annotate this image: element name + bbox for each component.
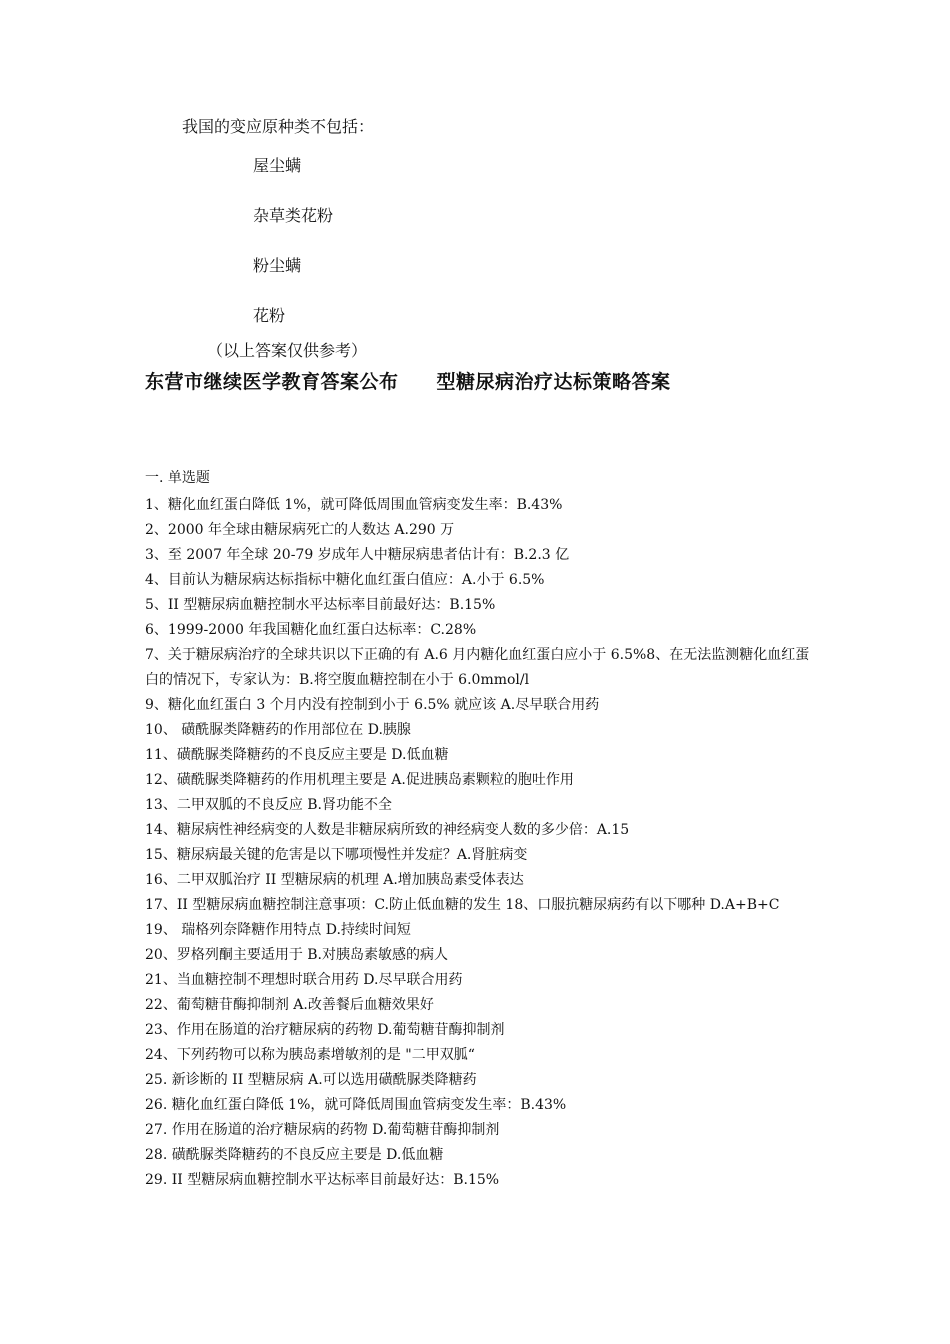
reference-note: （以上答案仅供参考） — [207, 341, 368, 360]
question-list — [145, 493, 815, 1193]
option-item: 杂草类花粉 — [253, 206, 334, 225]
question-item: 20、罗格列酮主要适用于 B.对胰岛素敏感的病人 — [145, 947, 449, 963]
question-item: 21、当血糖控制不理想时联合用药 D.尽早联合用药 — [145, 972, 463, 988]
question-item: 29. II 型糖尿病血糖控制水平达标率目前最好达：B.15% — [145, 1172, 500, 1188]
question-item: 26. 糖化血红蛋白降低 1%，就可降低周围血管病变发生率：B.43% — [145, 1097, 567, 1113]
heading-part-1: 东营市继续医学教育答案公布 — [145, 371, 399, 393]
question-item: 4、目前认为糖尿病达标指标中糖化血红蛋白值应：A.小于 6.5% — [145, 572, 545, 588]
question-item: 2、2000 年全球由糖尿病死亡的人数达 A.290 万 — [145, 522, 455, 538]
question-item: 17、II 型糖尿病血糖控制注意事项：C.防止低血糖的发生 18、口服抗糖尿病药有以下哪种 D.A+B+C — [145, 897, 780, 913]
question-item: 1、糖化血红蛋白降低 1%，就可降低周围血管病变发生率：B.43% — [145, 497, 563, 513]
question-item: 28. 磺酰脲类降糖药的不良反应主要是 D.低血糖 — [145, 1147, 444, 1163]
question-item: 16、二甲双胍治疗 II 型糖尿病的机理 A.增加胰岛素受体表达 — [145, 872, 524, 888]
question-item: 23、作用在肠道的治疗糖尿病的药物 D.葡萄糖苷酶抑制剂 — [145, 1022, 505, 1038]
section-label: 一. 单选题 — [145, 470, 210, 486]
option-item: 花粉 — [253, 306, 286, 325]
option-item: 粉尘螨 — [253, 256, 302, 275]
question-item: 3、至 2007 年全球 20-79 岁成年人中糖尿病患者估计有：B.2.3 亿 — [145, 547, 570, 563]
question-item: 13、二甲双胍的不良反应 B.肾功能不全 — [145, 797, 393, 813]
question-item: 9、糖化血红蛋白 3 个月内没有控制到小于 6.5% 就应该 A.尽早联合用药 — [145, 697, 600, 713]
document-heading — [145, 368, 671, 396]
question-item: 7、关于糖尿病治疗的全球共识以下正确的有 A.6 月内糖化血红蛋白应小于 6.5%8、在无法监测糖化血红蛋白的情况下，专家认为：B.将空腹血糖控制在小于 6.0mmol/l — [145, 647, 810, 688]
intro-question: 我国的变应原种类不包括： — [182, 117, 375, 136]
question-item: 10、 磺酰脲类降糖药的作用部位在 D.胰腺 — [145, 722, 411, 738]
question-item: 15、糖尿病最关键的危害是以下哪项慢性并发症？A.肾脏病变 — [145, 847, 528, 863]
intro-options — [253, 154, 333, 354]
option-item: 屋尘螨 — [253, 156, 302, 175]
question-item: 12、磺酰脲类降糖药的作用机理主要是 A.促进胰岛素颗粒的胞吐作用 — [145, 772, 574, 788]
question-item: 25. 新诊断的 II 型糖尿病 A.可以选用磺酰脲类降糖药 — [145, 1072, 477, 1088]
question-item: 14、糖尿病性神经病变的人数是非糖尿病所致的神经病变人数的多少倍：A.15 — [145, 822, 630, 838]
question-item: 5、II 型糖尿病血糖控制水平达标率目前最好达：B.15% — [145, 597, 496, 613]
question-item: 6、1999-2000 年我国糖化血红蛋白达标率：C.28% — [145, 622, 477, 638]
heading-part-2: 型糖尿病治疗达标策略答案 — [436, 371, 671, 393]
question-item: 27. 作用在肠道的治疗糖尿病的药物 D.葡萄糖苷酶抑制剂 — [145, 1122, 500, 1138]
question-item: 22、葡萄糖苷酶抑制剂 A.改善餐后血糖效果好 — [145, 997, 434, 1013]
question-item: 19、 瑞格列奈降糖作用特点 D.持续时间短 — [145, 922, 411, 938]
question-item: 11、磺酰脲类降糖药的不良反应主要是 D.低血糖 — [145, 747, 449, 763]
question-item: 24、下列药物可以称为胰岛素增敏剂的是 "二甲双胍“ — [145, 1047, 475, 1063]
